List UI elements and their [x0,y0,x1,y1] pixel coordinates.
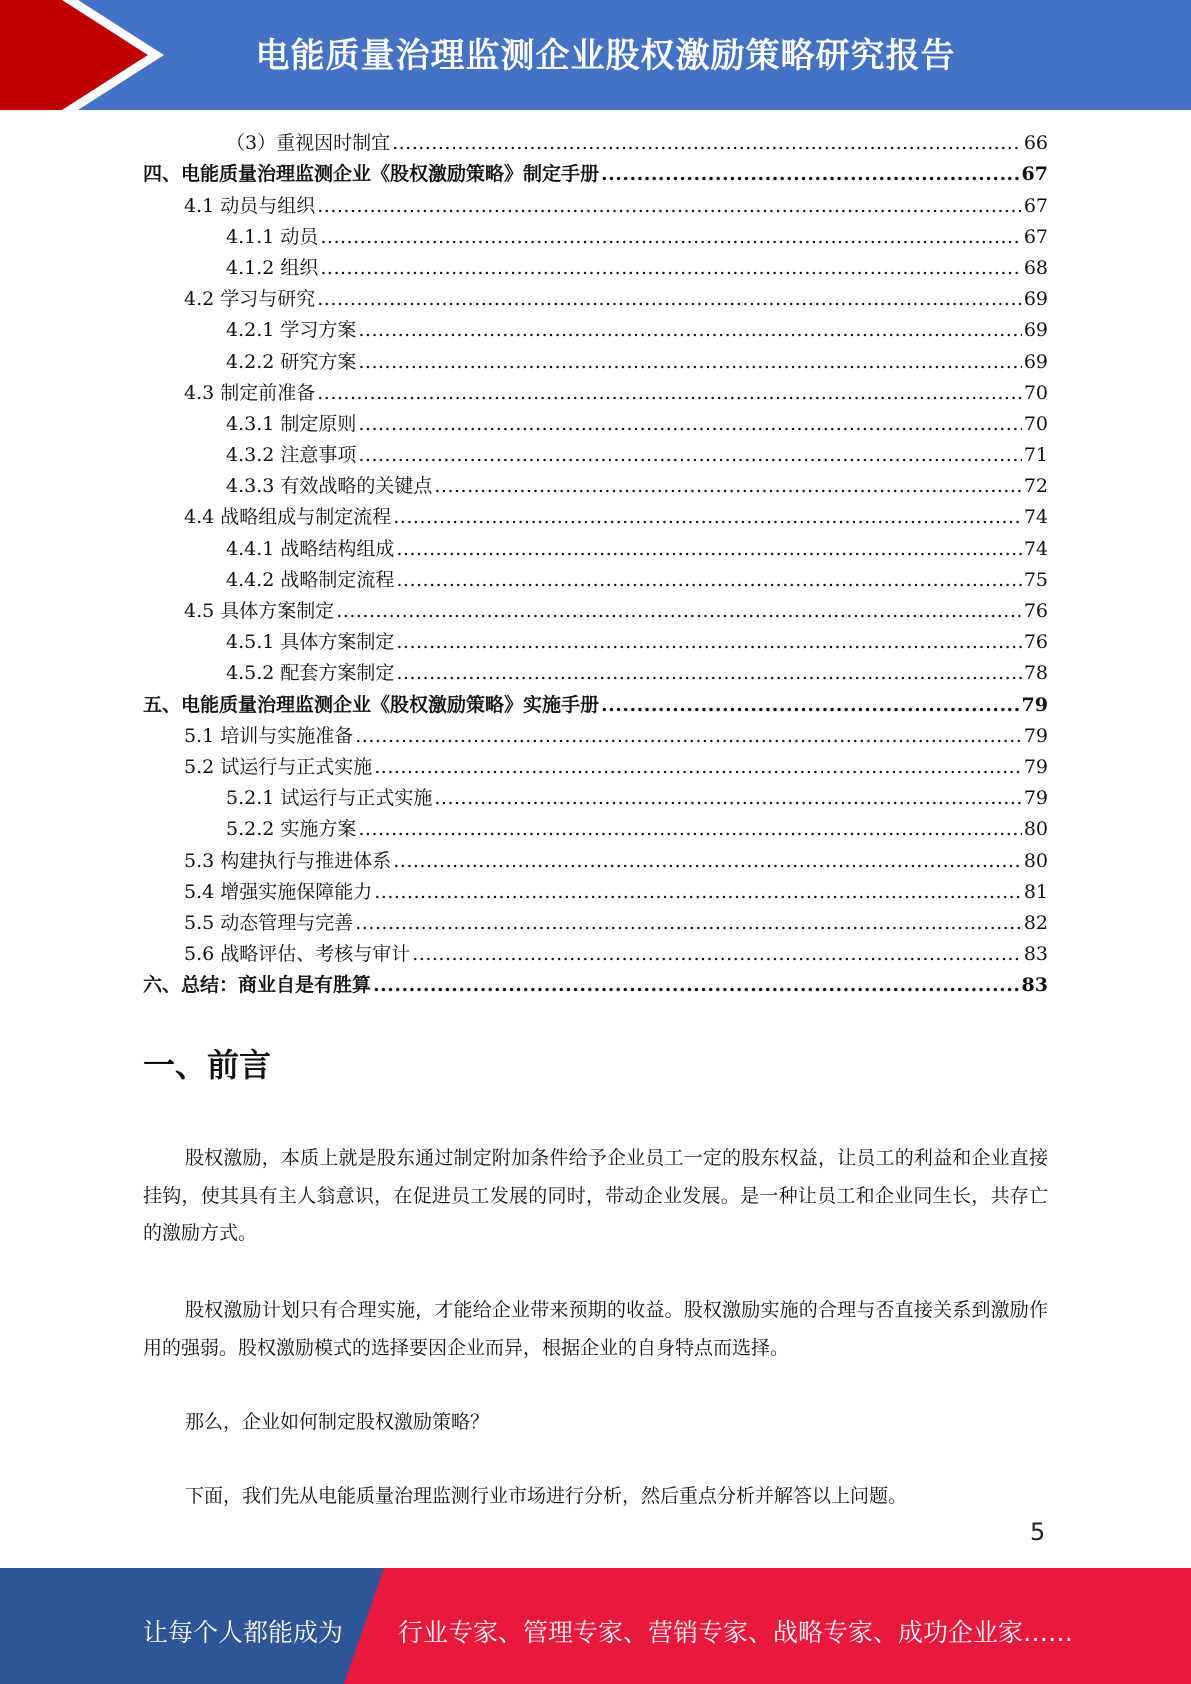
toc-entry[interactable] [143,752,1048,783]
toc-entry-page: 74 [1023,537,1048,560]
toc-entry-page: 71 [1023,444,1048,467]
toc-entry-page: 78 [1023,662,1048,685]
toc-entry-title: 4.4 战略组成与制定流程 [184,506,392,529]
toc-entry-page: 74 [1023,506,1048,529]
toc-entry[interactable] [143,159,1048,190]
toc-entry-page: 69 [1023,288,1048,311]
toc-leader-dots [374,752,1022,783]
toc-leader-dots [358,409,1021,440]
toc-entry-title: 5.5 动态管理与完善 [184,911,354,934]
toc-entry[interactable] [143,877,1048,908]
toc-entry-title: 4.5.1 具体方案制定 [226,631,395,654]
toc-leader-dots [358,814,1021,845]
toc-entry-title: 5.2.2 实施方案 [226,818,357,841]
toc-leader-dots [601,690,1020,721]
toc-entry[interactable] [143,409,1048,440]
toc-entry-title: 5.4 增强实施保障能力 [184,880,373,903]
footer-slogan-right: 行业专家、管理专家、营销专家、战略专家、成功企业家…… [398,1618,1074,1647]
toc-entry-title: 5.1 培训与实施准备 [184,724,354,747]
toc-leader-dots [392,128,1022,159]
toc-entry[interactable] [143,128,1048,159]
toc-entry[interactable] [143,346,1048,377]
toc-entry-page: 83 [1023,943,1048,966]
toc-entry-page: 69 [1023,350,1048,373]
toc-leader-dots [434,471,1021,502]
toc-entry-page: 67 [1021,163,1048,186]
toc-entry[interactable] [143,253,1048,284]
toc-entry-page: 70 [1023,381,1048,404]
toc-leader-dots [396,627,1021,658]
toc-entry[interactable] [143,689,1048,720]
toc-leader-dots [396,658,1021,689]
toc-entry-title: 4.2.2 研究方案 [226,350,357,373]
paragraph: 股权激励，本质上就是股东通过制定附加条件给予企业员工一定的股东权益，让员工的利益和企业直接挂钩，使其具有主人翁意识，在促进员工发展的同时，带动企业发展。是一种让员工和企业同生长，共存亡的激励方式。 [143,1147,1048,1244]
toc-entry-page: 83 [1021,974,1048,997]
toc-entry[interactable] [143,502,1048,533]
toc-entry-title: 4.3 制定前准备 [184,381,316,404]
toc-entry-page: 75 [1023,568,1048,591]
toc-leader-dots [374,877,1022,908]
toc-entry-title: 5.6 战略评估、考核与审计 [184,943,411,966]
toc-entry-page: 67 [1023,194,1048,217]
toc-entry-page: 72 [1023,475,1048,498]
toc-entry-title: 4.3.1 制定原则 [226,412,357,435]
toc-entry-title: 4.3.2 注意事项 [226,444,357,467]
toc-entry-title: 4.1.1 动员 [226,225,319,248]
toc-entry[interactable] [143,471,1048,502]
toc-entry-page: 66 [1023,132,1048,155]
toc-entry-title: 六、总结：商业自是有胜算 [143,974,372,997]
toc-entry-page: 76 [1023,600,1048,622]
table-of-contents [143,128,1048,1001]
toc-leader-dots [393,502,1022,533]
toc-entry-page: 82 [1023,911,1048,934]
toc-entry-page: 80 [1023,849,1048,872]
toc-entry[interactable] [143,284,1048,315]
footer-slogan-left: 让每个人都能成为 [143,1618,344,1647]
toc-entry[interactable] [143,908,1048,939]
toc-entry[interactable] [143,845,1048,876]
toc-leader-dots [355,721,1022,752]
toc-entry-page: 79 [1021,693,1048,716]
toc-leader-dots [317,191,1022,222]
toc-entry-title: 4.2 学习与研究 [184,288,316,311]
toc-entry-title: 4.5.2 配套方案制定 [226,662,395,685]
section-heading: 一、前言 [143,1046,272,1084]
toc-entry-title: 4.1.2 组织 [226,256,319,279]
toc-leader-dots [317,378,1022,409]
page-footer [0,1568,1191,1684]
toc-entry-title: 4.1 动员与组织 [184,194,316,217]
toc-entry-title: 四、电能质量治理监测企业《股权激励策略》制定手册 [143,163,600,186]
toc-entry-title: 五、电能质量治理监测企业《股权激励策略》实施手册 [143,693,600,716]
paragraph: 下面，我们先从电能质量治理监测行业市场进行分析，然后重点分析并解答以上问题。 [185,1485,908,1507]
toc-entry[interactable] [143,970,1048,1001]
toc-leader-dots [396,534,1021,565]
toc-entry[interactable] [143,721,1048,752]
toc-entry-title: 4.4.2 战略制定流程 [226,568,395,591]
toc-entry-page: 70 [1023,412,1048,435]
toc-leader-dots [396,565,1021,596]
toc-entry[interactable] [143,939,1048,970]
toc-entry[interactable] [143,315,1048,346]
toc-leader-dots [358,440,1021,471]
toc-entry-title: 4.5 具体方案制定 [184,600,335,622]
toc-entry-page: 69 [1023,319,1048,342]
toc-leader-dots [358,315,1021,346]
toc-entry-page: 79 [1023,787,1048,810]
page-header [0,0,1191,110]
page-number: 5 [1030,1518,1046,1546]
toc-entry-title: 5.3 构建执行与推进体系 [184,849,392,872]
toc-leader-dots [393,846,1022,877]
toc-entry-page: 79 [1023,755,1048,778]
toc-leader-dots [336,596,1022,627]
paragraph: 股权激励计划只有合理实施，才能给企业带来预期的收益。股权激励实施的合理与否直接关系到激励作用的强弱。股权激励模式的选择要因企业而异，根据企业的自身特点而选择。 [143,1299,1048,1359]
toc-entry[interactable] [143,565,1048,596]
toc-entry[interactable] [143,596,1048,627]
toc-entry-title: 4.4.1 战略结构组成 [226,537,395,560]
toc-entry[interactable] [143,533,1048,564]
toc-entry-page: 67 [1023,225,1048,248]
toc-entry[interactable] [143,378,1048,409]
toc-entry-page: 76 [1023,631,1048,654]
toc-entry-title: 5.2 试运行与正式实施 [184,755,373,778]
toc-leader-dots [355,908,1022,939]
toc-entry[interactable] [143,440,1048,471]
toc-leader-dots [601,159,1020,190]
toc-entry-page: 68 [1023,256,1048,279]
toc-entry[interactable] [143,627,1048,658]
toc-entry-title: 4.3.3 有效战略的关键点 [226,475,433,498]
toc-leader-dots [320,222,1021,253]
toc-entry[interactable] [143,658,1048,689]
paragraph: 那么，企业如何制定股权激励策略？ [185,1411,490,1433]
toc-entry-page: 80 [1023,818,1048,841]
toc-entry[interactable] [143,190,1048,221]
toc-entry[interactable] [143,783,1048,814]
toc-entry-title: （3）重视因时制宜 [226,132,391,155]
toc-leader-dots [373,970,1020,1001]
toc-entry-page: 79 [1023,724,1048,747]
toc-entry-title: 4.2.1 学习方案 [226,319,357,342]
toc-entry[interactable] [143,814,1048,845]
toc-leader-dots [412,939,1022,970]
toc-entry[interactable] [143,222,1048,253]
report-title: 电能质量治理监测企业股权激励策略研究报告 [255,36,956,76]
toc-entry-title: 5.2.1 试运行与正式实施 [226,787,433,810]
toc-entry-page: 81 [1023,880,1048,903]
toc-leader-dots [358,347,1021,378]
toc-leader-dots [317,284,1022,315]
toc-leader-dots [320,253,1021,284]
toc-leader-dots [434,783,1021,814]
